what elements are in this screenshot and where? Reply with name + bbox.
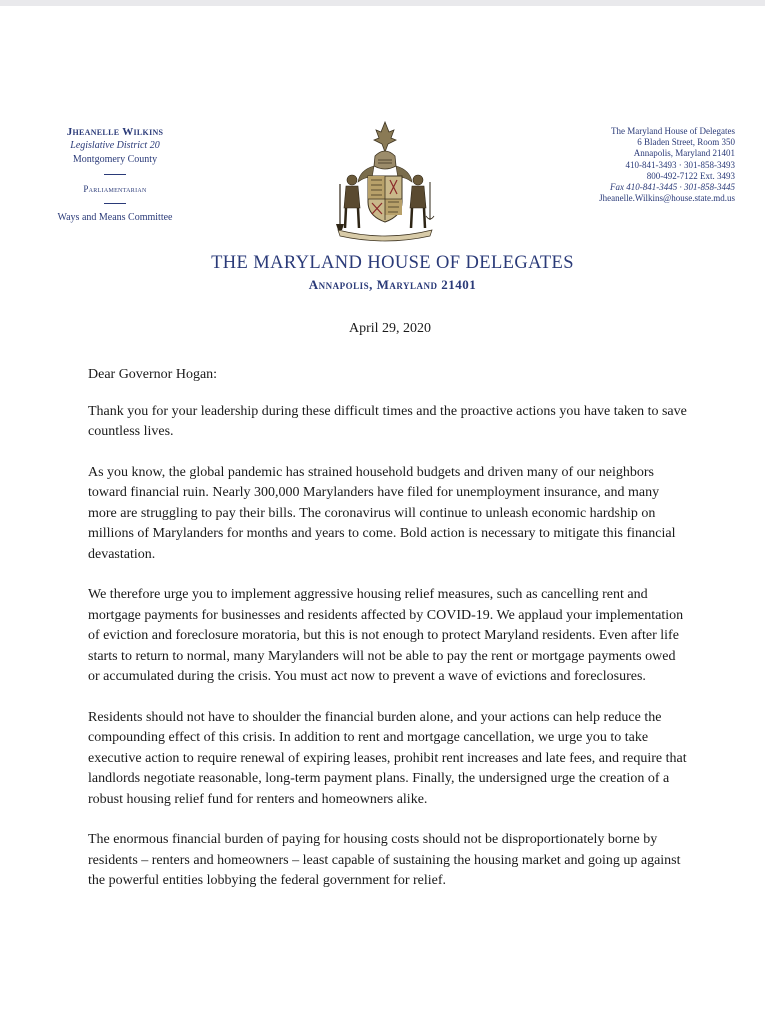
sender-name: Jheanelle Wilkins <box>66 126 164 138</box>
sender-district: Legislative District 20 <box>70 140 160 151</box>
sender-role: Parliamentarian <box>83 184 147 194</box>
office-phone: 410-841-3493 · 301-858-3493 <box>625 159 735 170</box>
paragraph: As you know, the global pandemic has strained household budgets and driven many of our neighbors toward financial ruin. Nearly 300,000 Marylanders have filed for unemployment insurance, and many more are struggling to pay their bills. The coronavirus will continue to unleash economic hardship on millions of Marylanders for months and years to come. Bold action is necessary to mitigate this financial devastation. <box>88 464 676 562</box>
paragraph: We therefore urge you to implement aggressive housing relief measures, such as cancelling rent and mortgage payments for businesses and residents affected by COVID-19. We applaud your implementation of eviction and foreclosure moratoria, but this is not enough to protect Maryland residents. Even after life starts to return to normal, many Marylanders will not be able to pay the rent or mortgage payments owed or accumulated during the crisis. You must act now to prevent a wave of evictions and foreclosures. <box>88 587 684 684</box>
office-city: Annapolis, Maryland 21401 <box>633 148 735 159</box>
paragraph: The enormous financial burden of paying for housing costs should not be disproportionately borne by residents – renters and homeowners – least capable of sustaining the housing market and going up against the powerful entities lobbying the federal government for relief. <box>88 832 681 888</box>
sender-block <box>40 125 190 225</box>
paragraph: Thank you for your leadership during these difficult times and the proactive actions you have taken to save countless lives. <box>88 403 687 439</box>
window-top-bar <box>0 0 765 6</box>
paragraph: Residents should not have to shoulder the financial burden alone, and your actions can help reduce the compounding effect of this crisis. In addition to rent and mortgage cancellation, we urge you to take executive action to require renewal of expiring leases, prohibit rent increases and late fees, and require that landlords negotiate reasonable, long-term payment plans. Finally, the undersigned urge the creation of a robust housing relief fund for renters and homeowners alike. <box>88 709 687 807</box>
office-tollfree: 800-492-7122 Ext. 3493 <box>646 170 735 181</box>
salutation: Dear Governor Hogan: <box>88 367 218 382</box>
divider <box>104 203 126 204</box>
letterhead-title: THE MARYLAND HOUSE OF DELEGATES <box>211 253 574 273</box>
office-fax: Fax 410-841-3445 · 301-858-3445 <box>610 182 735 193</box>
sender-county: Montgomery County <box>72 154 158 165</box>
office-email: Jheanelle.Wilkins@house.state.md.us <box>599 193 735 204</box>
divider <box>104 174 126 175</box>
office-name: The Maryland House of Delegates <box>611 126 735 136</box>
maryland-seal-icon <box>330 120 440 245</box>
office-street: 6 Bladen Street, Room 350 <box>637 137 735 148</box>
office-contact-block <box>560 126 735 204</box>
letter-date: April 29, 2020 <box>348 321 432 336</box>
sender-committee: Ways and Means Committee <box>57 212 173 223</box>
letterhead-subtitle: Annapolis, Maryland 21401 <box>308 277 477 292</box>
letter-body <box>88 365 688 912</box>
